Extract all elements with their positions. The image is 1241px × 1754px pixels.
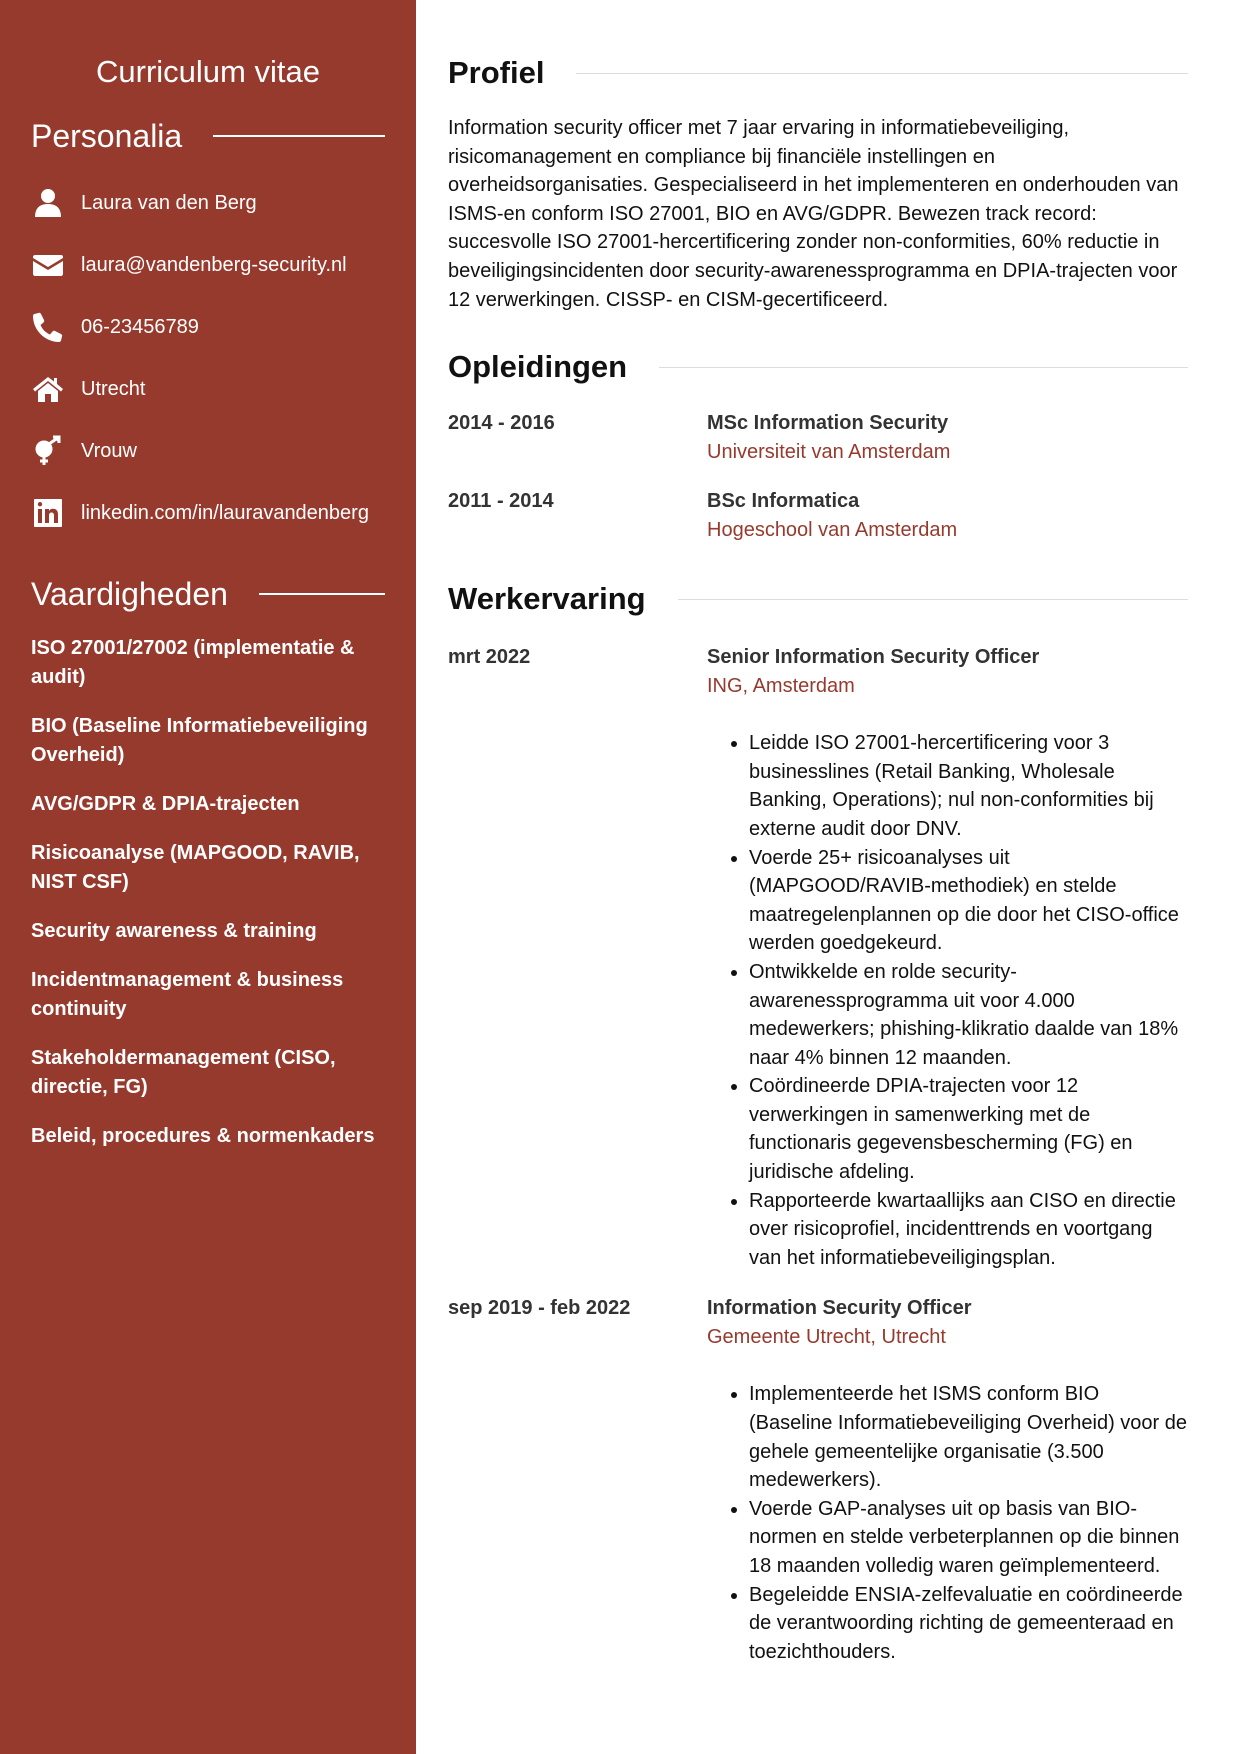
person-icon bbox=[31, 186, 65, 220]
gender-icon bbox=[31, 434, 65, 468]
work-bullets bbox=[707, 1380, 1188, 1666]
contact-email-text[interactable]: laura@vandenberg-security.nl bbox=[81, 253, 347, 276]
profile-heading-label: Profiel bbox=[448, 55, 545, 90]
skill-item: BIO (Baseline Informatiebeveiliging Overheid) bbox=[31, 715, 368, 766]
contact-gender-text: Vrouw bbox=[81, 439, 137, 462]
work-divider bbox=[678, 599, 1188, 600]
work-bullet: • Implementeerde het ISMS conform BIO (Baseline Informatiebeveiliging Overheid) voor de gehele gemeentelijke organisatie (3.500 medewerkers). bbox=[749, 1380, 1188, 1494]
work-role: Senior Information Security Officer bbox=[707, 646, 1040, 669]
education-dates: 2011 - 2014 bbox=[448, 490, 554, 513]
contact-gender bbox=[31, 420, 385, 482]
envelope-icon bbox=[31, 248, 65, 282]
sidebar bbox=[0, 0, 416, 1754]
work-bullet: • Ontwikkelde en rolde security-awarenessprogramma uit voor 4.000 medewerkers; phishing-klikratio daalde van 18% naar 4% binnen 12 maanden. bbox=[749, 958, 1188, 1072]
personalia-divider bbox=[213, 135, 385, 137]
profile-text: Information security officer met 7 jaar ervaring in informatiebeveiliging, risicomanagement en compliance bij financiële instellingen en overheidsorganisaties. Gespecialiseerd in het implementeren en onderhouden van ISMS-en conform ISO 27001, BIO en AVG/GDPR. Bewezen track record: succesvolle ISO 27001-hercertificering zonder non-conformities, 60% reductie in beveiligingsincidenten door security-awarenessprogramma en DPIA-trajecten voor 12 verwerkingen. CISSP- en CISM-gecertificeerd. bbox=[448, 117, 1179, 311]
work-bullet: • Leidde ISO 27001-hercertificering voor 3 businesslines (Retail Banking, Wholesale Banking, Operations); nul non-conformities bij externe audit door DNV. bbox=[749, 729, 1188, 843]
skill-item: AVG/GDPR & DPIA-trajecten bbox=[31, 793, 300, 815]
work-entry bbox=[448, 1294, 1188, 1666]
work-role: Information Security Officer bbox=[707, 1297, 972, 1320]
contact-email[interactable] bbox=[31, 234, 385, 296]
work-dates: sep 2019 - feb 2022 bbox=[448, 1297, 631, 1320]
work-bullet: • Coördineerde DPIA-trajecten voor 12 verwerkingen in samenwerking met de functionaris gegevensbescherming (FG) en juridische afdeling. bbox=[749, 1072, 1188, 1186]
education-heading-label: Opleidingen bbox=[448, 349, 628, 385]
work-company: Gemeente Utrecht, Utrecht bbox=[707, 1326, 946, 1349]
profile-divider bbox=[576, 73, 1188, 74]
skill-item: Security awareness & training bbox=[31, 920, 317, 942]
skills-heading bbox=[31, 574, 385, 614]
work-bullet: • Voerde 25+ risicoanalyses uit (MAPGOOD/RAVIB-methodiek) en stelde maatregelenplannen op die door het CISO-office werden goedgekeurd. bbox=[749, 844, 1188, 958]
education-entry bbox=[448, 487, 1188, 545]
work-bullet: • Voerde GAP-analyses uit op basis van BIO-normen en stelde verbeterplannen op die binnen 18 maanden volledig waren geïmplementeerd. bbox=[749, 1495, 1188, 1581]
work-entry bbox=[448, 643, 1188, 1272]
education-entry bbox=[448, 409, 1188, 467]
personalia-heading-label: Personalia bbox=[31, 118, 183, 154]
skill-item: Risicoanalyse (MAPGOOD, RAVIB, NIST CSF) bbox=[31, 842, 360, 893]
work-bullet: • Begeleidde ENSIA-zelfevaluatie en coördineerde de verantwoording richting de gemeenteraad en toezichthouders. bbox=[749, 1581, 1188, 1667]
cv-title: Curriculum vitae bbox=[96, 54, 320, 89]
education-degree: BSc Informatica bbox=[707, 490, 860, 513]
work-dates: mrt 2022 bbox=[448, 646, 531, 669]
skills-list bbox=[31, 634, 385, 1151]
education-heading bbox=[448, 347, 1188, 387]
contact-name-text: Laura van den Berg bbox=[81, 191, 257, 214]
skill-item: Incidentmanagement & business continuity bbox=[31, 969, 344, 1020]
education-detail bbox=[707, 409, 1188, 467]
work-heading-label: Werkervaring bbox=[448, 581, 646, 617]
contact-name bbox=[31, 172, 385, 234]
phone-icon bbox=[31, 310, 65, 344]
education-divider bbox=[659, 367, 1188, 368]
profile-heading bbox=[448, 53, 1188, 93]
education-dates: 2014 - 2016 bbox=[448, 412, 555, 435]
contact-city bbox=[31, 358, 385, 420]
contact-list bbox=[31, 172, 385, 544]
education-institution: Hogeschool van Amsterdam bbox=[707, 519, 958, 542]
education-institution: Universiteit van Amsterdam bbox=[707, 441, 951, 464]
linkedin-icon bbox=[31, 496, 65, 530]
work-bullets bbox=[707, 729, 1188, 1272]
contact-phone-text[interactable]: 06-23456789 bbox=[81, 315, 199, 338]
skill-item: Stakeholdermanagement (CISO, directie, FG) bbox=[31, 1047, 336, 1098]
contact-linkedin[interactable] bbox=[31, 482, 385, 544]
contact-linkedin-text[interactable]: linkedin.com/in/lauravandenberg bbox=[81, 501, 369, 524]
skills-divider bbox=[259, 593, 385, 595]
work-bullet: • Rapporteerde kwartaallijks aan CISO en directie over risicoprofiel, incidenttrends en voortgang van het informatiebeveiligingsplan. bbox=[749, 1187, 1188, 1273]
skill-item: ISO 27001/27002 (implementatie & audit) bbox=[31, 637, 355, 688]
education-detail bbox=[707, 487, 1188, 545]
work-heading bbox=[448, 579, 1188, 619]
education-degree: MSc Information Security bbox=[707, 412, 949, 435]
work-detail bbox=[707, 643, 1188, 1272]
skill-item: Beleid, procedures & normenkaders bbox=[31, 1125, 375, 1147]
skills-heading-label: Vaardigheden bbox=[31, 576, 228, 612]
main-content bbox=[448, 0, 1188, 1666]
work-detail bbox=[707, 1294, 1188, 1666]
home-icon bbox=[31, 372, 65, 406]
personalia-heading bbox=[31, 116, 385, 156]
contact-city-text: Utrecht bbox=[81, 377, 146, 400]
work-company: ING, Amsterdam bbox=[707, 675, 855, 698]
contact-phone[interactable] bbox=[31, 296, 385, 358]
